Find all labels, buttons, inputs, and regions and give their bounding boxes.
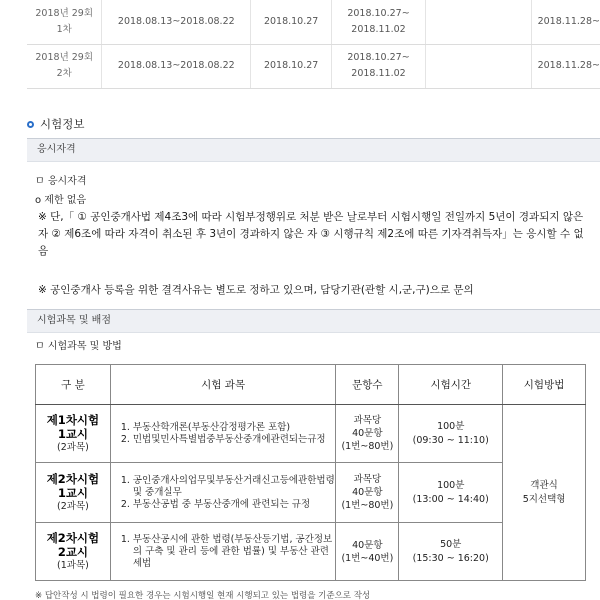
- subject-item: 1. 부동산학개론(부동산감정평가론 포함): [120, 421, 291, 433]
- time-line: 50분: [440, 538, 462, 550]
- header-kind: 구 분: [36, 365, 111, 405]
- header-count: 문항수: [336, 365, 399, 405]
- table-row: [27, 44, 600, 88]
- time-line: 100분: [437, 479, 465, 491]
- subject-item: 2. 민법및민사특별법중부동산중개에관련되는규정: [120, 433, 326, 445]
- table-row: [27, 0, 600, 44]
- schedule-table: [27, 0, 600, 89]
- count-line: (1번~80번): [341, 441, 394, 452]
- kind-count: (2과목): [57, 500, 89, 512]
- phase-label: 2차: [56, 68, 72, 79]
- kind-title: 제2차시험: [46, 471, 100, 486]
- subject-item: 1. 부동산공시에 관한 법령(부동산등기법, 공간정보의 구축 및 관리 등에 관한 법률) 및 부동산 관련 세법: [120, 533, 333, 569]
- range-end: 2018.11.02: [351, 68, 406, 79]
- header-subjects: 시험 과목: [110, 365, 336, 405]
- kind-session: 2교시: [57, 544, 89, 559]
- exception-text: ※ 단,「 ① 공인중개사법 제4조3에 따라 시험부정행위로 처분 받은 날로부터 시험시행일 전일까지 5년이 경과되지 않은 자 ② 제6조에 따라 자격이 취소된 후 3년이 경과하지 않은 자 ③ 시행규칙 제2조에 따른 기자격취득자」는 응시할 수 없음: [38, 211, 584, 257]
- no-limit-text: o 제한 없음: [35, 195, 87, 206]
- subjects-table: [35, 364, 586, 581]
- header-time: 시험시간: [399, 365, 503, 405]
- time-line: (09:30 ~ 11:10): [412, 434, 489, 446]
- method-line: 객관식: [530, 479, 558, 491]
- footnote: ※ 답안작성 시 법령이 필요한 경우는 시험시행일 현재 시행되고 있는 법령을 기준으로 작성: [35, 591, 371, 600]
- time-line: (15:30 ~ 16:20): [412, 552, 489, 564]
- count-line: (1번~80번): [341, 500, 394, 511]
- subject-item: 2. 부동산공법 중 부동산중개에 관련되는 규정: [120, 498, 311, 510]
- exam-date: 2018.10.27: [251, 0, 332, 44]
- header-method: 시험방법: [503, 365, 586, 405]
- result-date: 2018.11.28~: [531, 44, 600, 88]
- application-period: 2018.08.13~2018.08.22: [102, 44, 251, 88]
- method-line: 5지선택형: [522, 493, 566, 505]
- application-period: 2018.08.13~2018.08.22: [102, 0, 251, 44]
- qualification-heading: ㅁ 응시자격: [35, 176, 87, 187]
- kind-count: (2과목): [57, 441, 89, 453]
- phase-label: 1차: [56, 23, 72, 35]
- kind-session: 1교시: [57, 426, 89, 441]
- registration-note: ※ 공인중개사 등록을 위한 결격사유는 별도로 정하고 있으며, 담당기관(관할 시,군,구)으로 문의: [38, 284, 474, 296]
- exam-date: 2018.10.27: [251, 44, 332, 88]
- subjects-heading: ㅁ 시험과목 및 방법: [35, 341, 122, 352]
- circle-bullet-icon: [27, 121, 34, 128]
- table-row: [36, 405, 586, 463]
- result-date: 2018.11.28~: [531, 0, 600, 44]
- count-line: 40문항: [352, 487, 383, 498]
- count-line: (1번~40번): [341, 552, 394, 564]
- qualification-bar: 응시자격: [27, 138, 600, 162]
- exam-method: [503, 405, 586, 581]
- range-end: 2018.11.02: [351, 23, 406, 35]
- section-title-text: 시험정보: [40, 117, 85, 131]
- count-line: 과목당: [353, 415, 382, 426]
- time-line: 100분: [437, 420, 465, 432]
- round-label: 2018년 29회: [35, 7, 94, 19]
- subject-item: 1. 공인중개사의업무및부동산거래신고등에관한법령및 중개실무: [120, 474, 335, 498]
- range-start: 2018.10.27~: [347, 7, 410, 19]
- time-line: (13:00 ~ 14:40): [412, 493, 489, 505]
- table-header-row: [36, 365, 586, 405]
- range-start: 2018.10.27~: [347, 52, 410, 63]
- subjects-bar: 시험과목 및 배점: [27, 309, 600, 333]
- section-title: [27, 116, 84, 132]
- kind-title: 제1차시험: [46, 412, 100, 427]
- kind-title: 제2차시험: [46, 530, 100, 545]
- count-line: 40문항: [352, 539, 383, 551]
- kind-session: 1교시: [57, 485, 89, 500]
- count-line: 과목당: [353, 474, 382, 485]
- count-line: 40문항: [352, 428, 383, 439]
- round-label: 2018년 29회: [35, 52, 94, 63]
- kind-count: (1과목): [57, 559, 89, 571]
